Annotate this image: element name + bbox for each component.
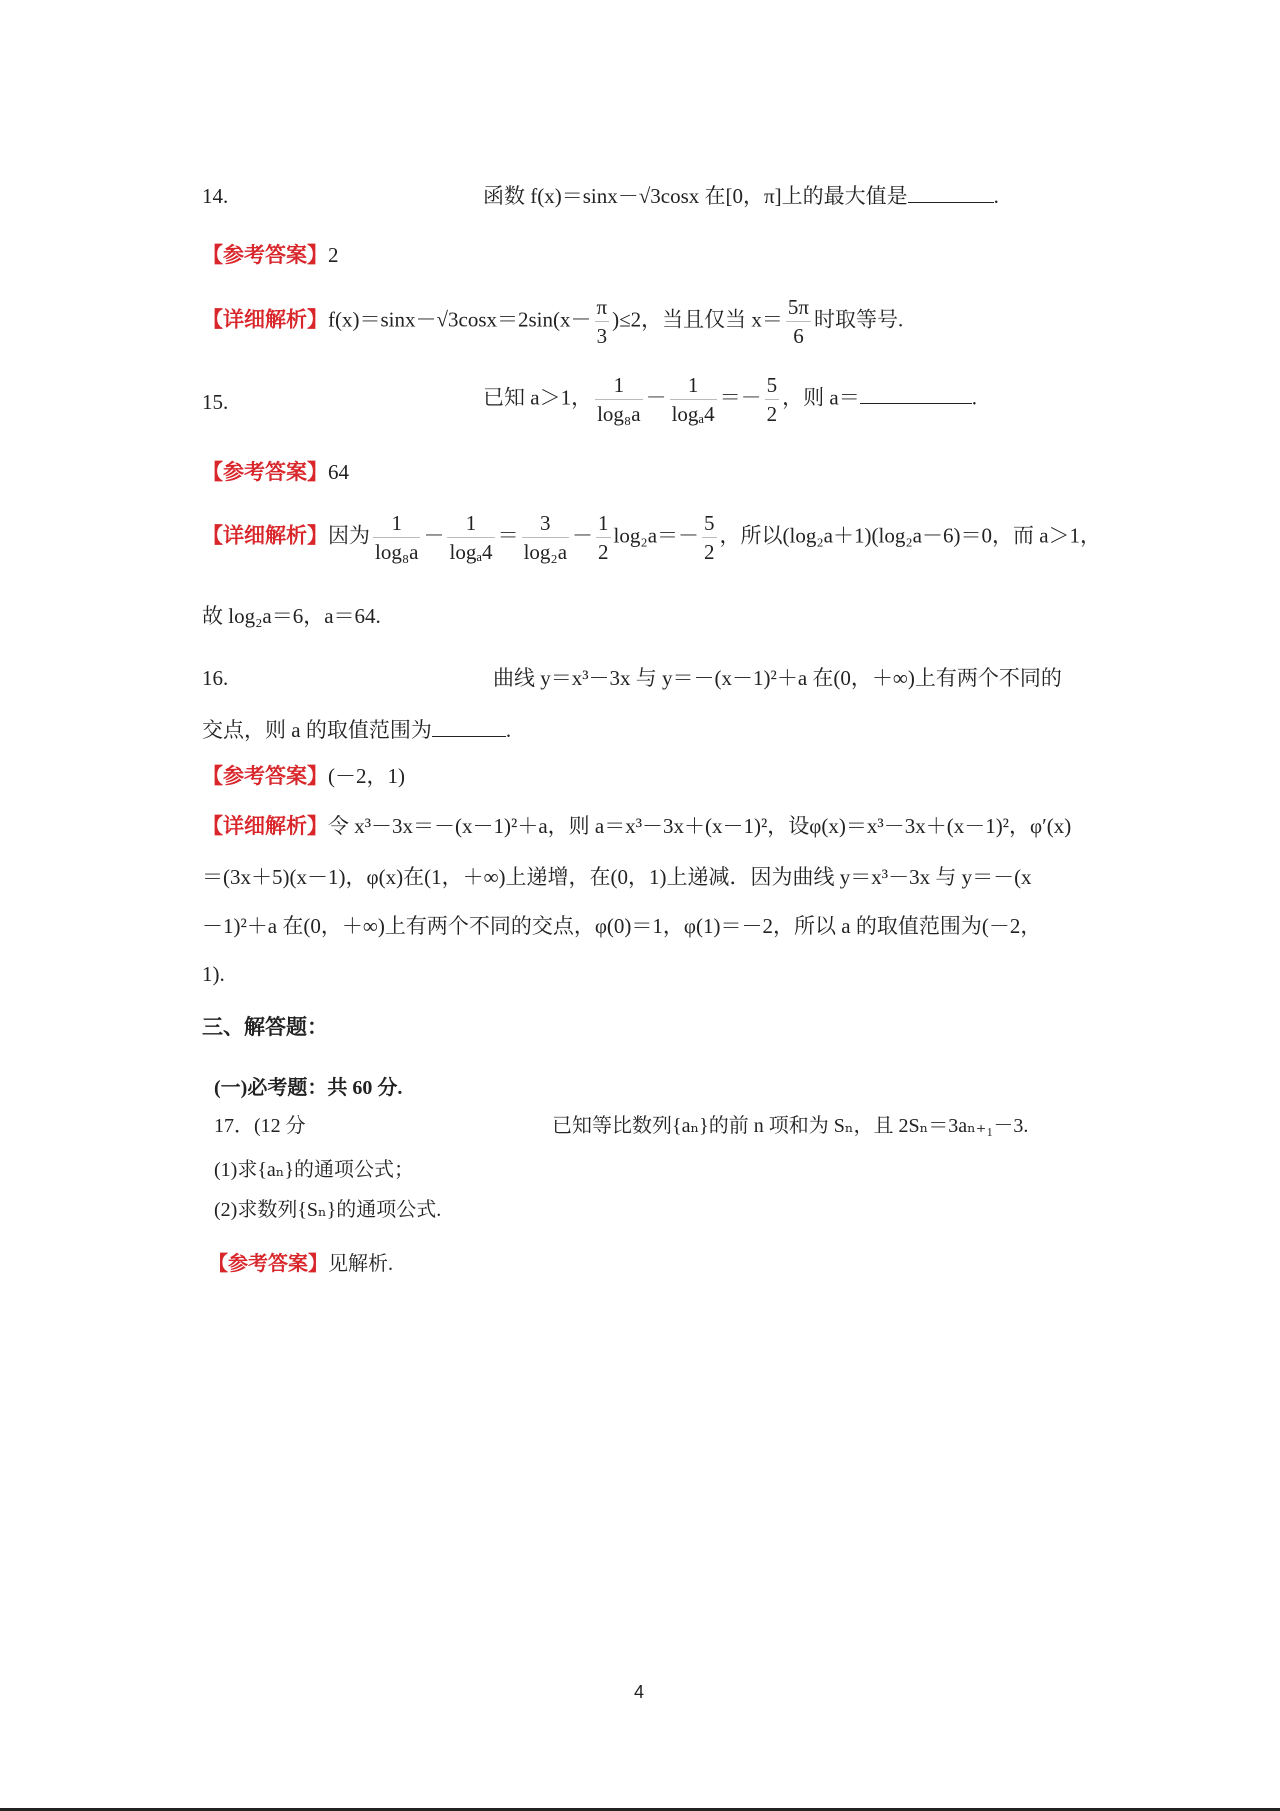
numerator: 3 — [522, 512, 569, 538]
answer-label: 【参考答案】 — [208, 1253, 328, 1275]
question-15-analysis — [202, 512, 1101, 563]
fraction — [595, 374, 642, 425]
analysis-text: log₂a＝－ — [613, 523, 700, 548]
question-16-analysis — [202, 816, 1071, 837]
question-16-analysis-line3: －1)²＋a 在(0，＋∞)上有两个不同的交点，φ(0)＝1，φ(1)＝－2，所以 a 的取值范围为(－2， — [202, 914, 1042, 938]
numerator: 1 — [596, 512, 611, 538]
page-number: 4 — [634, 1682, 645, 1702]
denominator: logₐ4 — [671, 402, 715, 427]
question-16-answer — [202, 766, 405, 787]
numerator: 5π — [786, 296, 811, 322]
analysis-text: f(x)＝sinx－√3cosx＝2sin(x－ — [328, 307, 592, 332]
numerator: 1 — [447, 512, 494, 538]
numerator: 1 — [373, 512, 420, 538]
question-14-answer — [202, 245, 339, 266]
question-14-analysis — [202, 296, 903, 347]
fraction — [702, 512, 717, 563]
analysis-label: 【详细解析】 — [202, 814, 328, 838]
period: . — [993, 184, 999, 208]
answer-value: 见解析. — [328, 1253, 393, 1275]
question-14-text: 函数 f(x)＝sinx－√3cosx 在[0，π]上的最大值是 — [483, 184, 908, 208]
denominator: log₈a — [375, 540, 419, 565]
fraction — [373, 512, 420, 563]
fraction — [595, 296, 610, 347]
question-15-analysis-line2: 故 log₂a＝6，a＝64. — [202, 604, 381, 628]
question-17-part1: (1)求{aₙ}的通项公式； — [214, 1159, 415, 1181]
answer-label: 【参考答案】 — [202, 764, 328, 788]
question-16-analysis-line2: ＝(3x＋5)(x－1)，φ(x)在(1，＋∞)上递增，在(0，1)上递减．因为曲线 y＝x³－3x 与 y＝－(x — [202, 865, 1032, 889]
operator: － — [645, 385, 667, 410]
answer-value: 2 — [328, 243, 339, 267]
fraction — [522, 512, 569, 563]
analysis-text: ，所以(log₂a＋1)(log₂a－6)＝0，而 a＞1， — [719, 523, 1102, 548]
operator: － — [423, 523, 445, 548]
section-heading: 三、解答题： — [202, 1015, 328, 1039]
fraction — [765, 374, 780, 425]
question-17-part2: (2)求数列{Sₙ}的通项公式. — [214, 1199, 442, 1221]
operator: ＝－ — [719, 385, 762, 410]
analysis-text: 令 x³－3x＝－(x－1)²＋a，则 a＝x³－3x＋(x－1)²，设φ(x)＝x³－3x＋(x－1)²，φ′(x) — [328, 814, 1072, 838]
stem-text: ，则 a＝ — [782, 385, 860, 410]
denominator: 3 — [596, 324, 608, 349]
analysis-text: 时取等号. — [814, 307, 904, 332]
answer-blank — [432, 734, 506, 737]
period: . — [971, 385, 977, 410]
answer-value: 64 — [328, 460, 349, 484]
answer-label: 【参考答案】 — [202, 243, 328, 267]
stem-text: 已知 a＞1， — [483, 385, 593, 410]
fraction — [596, 512, 611, 563]
denominator: logₐ4 — [449, 540, 493, 565]
denominator: 2 — [766, 402, 778, 427]
denominator: 2 — [598, 540, 609, 565]
denominator: log₈a — [597, 402, 641, 427]
fraction — [786, 296, 811, 347]
analysis-text: )≤2，当且仅当 x＝ — [612, 307, 783, 332]
question-14-stem — [483, 186, 999, 207]
section-subheading: (一)必考题：共 60 分. — [214, 1077, 403, 1099]
question-15-answer — [202, 462, 349, 483]
fraction — [670, 374, 717, 425]
question-15-stem — [483, 374, 977, 425]
answer-blank — [908, 200, 994, 203]
question-17-stem: 已知等比数列{aₙ}的前 n 项和为 Sₙ，且 2Sₙ＝3aₙ₊₁－3. — [552, 1115, 1029, 1137]
question-16-number: 16. — [202, 666, 229, 690]
analysis-text: 因为 — [328, 523, 370, 548]
denominator: log₂a — [523, 540, 568, 565]
fraction — [447, 512, 494, 563]
question-17-number: 17．(12 分 — [214, 1115, 306, 1137]
question-15-number: 15. — [202, 390, 229, 414]
answer-label: 【参考答案】 — [202, 460, 328, 484]
operator: ＝ — [497, 523, 519, 548]
numerator: 1 — [595, 374, 642, 400]
question-16-stem-line1: 曲线 y＝x³－3x 与 y＝－(x－1)²＋a 在(0，＋∞)上有两个不同的 — [493, 666, 1062, 690]
numerator: π — [595, 296, 610, 322]
question-17-answer — [208, 1254, 393, 1274]
analysis-label: 【详细解析】 — [202, 523, 328, 548]
numerator: 5 — [702, 512, 717, 538]
denominator: 6 — [793, 324, 804, 349]
denominator: 2 — [704, 540, 715, 565]
stem-text: 交点，则 a 的取值范围为 — [202, 718, 432, 742]
answer-value: (－2，1) — [328, 764, 405, 788]
question-14-number: 14. — [202, 184, 229, 208]
question-16-analysis-line4: 1). — [202, 962, 225, 986]
operator: － — [572, 523, 594, 548]
period: . — [505, 718, 512, 742]
question-16-stem-line2 — [202, 720, 511, 741]
analysis-label: 【详细解析】 — [202, 307, 328, 332]
answer-blank — [860, 401, 972, 404]
numerator: 1 — [670, 374, 717, 400]
numerator: 5 — [765, 374, 780, 400]
